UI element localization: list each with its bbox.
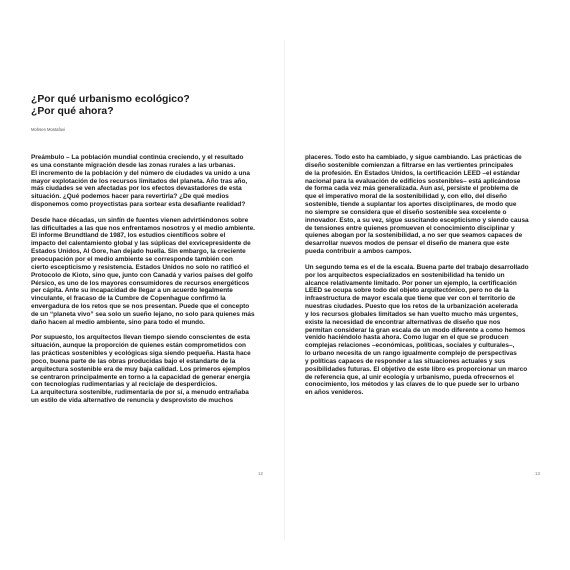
page-number: 12	[258, 471, 263, 476]
text-line: sostenible, tiende a suplantar los aportes disciplinares, de modo que	[305, 201, 517, 209]
body-paragraph	[31, 154, 281, 209]
text-line: no siempre se considera que el diseño sostenible sea excelente o	[305, 208, 507, 216]
text-line: nuestras ciudades. Puesto que los retos de la urbanización acelerada	[305, 303, 518, 311]
text-line: las dificultades a las que nos enfrentamos nosotros y el medio ambiente.	[31, 224, 255, 232]
text-line: disponemos como proyectistas para sortear esta desafiante realidad?	[31, 201, 246, 209]
text-line: con tecnologías rudimentarias y al reciclaje de desperdicios.	[31, 381, 218, 389]
text-line: que el imperativo moral de la sostenibilidad y, con ello, del diseño	[305, 193, 507, 201]
author-name: Mohsen Mostafavi	[31, 126, 65, 132]
text-line: pueda contribuir a ambos campos.	[305, 248, 412, 256]
body-paragraph	[31, 217, 281, 327]
text-line: placeres. Todo esto ha cambiado, y sigue cambiando. Las prácticas de	[305, 154, 522, 161]
text-line: cierto escepticismo y resistencia. Estados Unidos no solo no ratificó el	[31, 263, 249, 271]
body-paragraph	[305, 264, 555, 397]
text-line: infraestructura de mayor escala que tiene que ver con el territorio de	[305, 295, 516, 303]
text-line: alcance relativamente limitado. Por poner un ejemplo, la certificación	[305, 279, 517, 287]
text-line: LEED se ocupa sobre todo del objeto arquitectónico, pero no de la	[305, 287, 509, 295]
text-line: conocimiento, los métodos y las claves de lo que puede ser lo urbano	[305, 381, 520, 389]
text-line: más ciudades se ven afectadas por los efectos devastadores de esta	[31, 185, 242, 193]
text-line: per cápita. Ante su incapacidad de llegar a un acuerdo legalmente	[31, 287, 233, 295]
text-line: y los recursos globales limitados se han vuelto mucho más urgentes,	[305, 310, 518, 318]
chapter-title	[31, 94, 261, 119]
text-line: poco, buena parte de las obras producidas bajo el estandarte de la	[31, 357, 236, 365]
text-line: preocupación por el medio ambiente se corresponde también con	[31, 255, 233, 263]
text-line: complejas relaciones –económicas, políticas, sociales y culturales–,	[305, 342, 515, 350]
text-line: de tensiones entre quienes promueven el conocimiento disciplinar y	[305, 224, 515, 232]
text-line: quienes abogan por la sostenibilidad, a no ser que seamos capaces de	[305, 232, 523, 240]
text-line: de forma cada vez más generalizada. Aun así, persiste el problema de	[305, 185, 519, 193]
right-page	[285, 0, 570, 570]
text-line: es una constante migración desde las zonas rurales a las urbanas.	[31, 161, 236, 169]
text-line: La arquitectura sostenible, rudimentaria de por sí, a menudo entrañaba	[31, 389, 249, 397]
text-line: innovador. Esto, a su vez, sigue suscitando escepticismo y siendo causa	[305, 216, 529, 224]
text-line: de referencia que, al unir ecología y urbanismo, pueda ofrecernos el	[305, 373, 514, 381]
text-line: mayor explotación de los recursos limitados del planeta. Año tras año,	[31, 177, 248, 185]
text-line: daño hacen al medio ambiente, sino para todo el mundo.	[31, 318, 205, 326]
text-line: Protocolo de Kioto, sino que, junto con Canadá y varios países del golfo	[31, 271, 253, 279]
text-line: de un “planeta vivo” sea solo un sueño lejano, no solo para quienes más	[31, 310, 255, 318]
text-line: de la profesión. En Estados Unidos, la certificación LEED –el estándar	[305, 169, 520, 177]
text-line: El incremento de la población y del número de ciudades va unido a una	[31, 169, 250, 177]
body-paragraph	[31, 334, 281, 405]
text-line: impacto del calentamiento global y las súplicas del exvicepresidente de	[31, 240, 251, 248]
text-line: nacional para la evaluación de edificios sostenibles– está aplicándose	[305, 177, 521, 185]
text-line: desarrollar nuevos modos de pensar el diseño de manera que este	[305, 240, 510, 248]
left-page	[0, 0, 284, 570]
text-line: lo urbano necesita de un rango igualmente complejo de perspectivas	[305, 350, 517, 358]
text-line: permitan considerar la gran escala de un modo diferente a como hemos	[305, 326, 526, 334]
page-number: 13	[535, 471, 540, 476]
text-line: vinculante, el fracaso de la Cumbre de Copenhague confirmó la	[31, 295, 226, 303]
text-line: las prácticas sostenibles y ecológicas siga siendo pequeña. Hasta hace	[31, 350, 251, 358]
text-line: El informe Brundtland de 1987, los estudios científicos sobre el	[31, 232, 226, 240]
left-text-column	[31, 154, 281, 405]
text-line: situación. ¿Qué podemos hacer para revertirla? ¿De qué medios	[31, 193, 229, 201]
text-line: un estilo de vida alternativo de renuncia y desprovisto de muchos	[31, 397, 234, 405]
text-line: Estados Unidos, Al Gore, han dejado huella. Sin embargo, la creciente	[31, 248, 246, 256]
text-line: y políticas capaces de responder a las situaciones actuales y sus	[305, 357, 506, 365]
right-text-column	[305, 154, 555, 397]
text-line: se centraron principalmente en torno a la capacidad de generar energía	[31, 373, 250, 381]
title-line: ¿Por qué ahora?	[31, 106, 114, 118]
text-line: Desde hace décadas, un sinfín de fuentes vienen advirtiéndonos sobre	[31, 216, 249, 224]
title-line: ¿Por qué urbanismo ecológico?	[31, 94, 190, 105]
text-line: situación, aunque la proporción de quienes están comprometidos con	[31, 342, 246, 350]
text-line: envergadura de los retos que se nos presentan. Puede que el concepto	[31, 303, 250, 311]
text-line: existe la necesidad de encontrar alternativas de diseño que nos	[305, 318, 501, 326]
text-line: Pérsico, es uno de los mayores consumidores de recursos energéticos	[31, 279, 250, 287]
text-line: Un segundo tema es el de la escala. Buena parte del trabajo desarrollado	[305, 263, 529, 271]
text-line: arquitectura sostenible era de muy baja calidad. Los primeros ejemplos	[31, 365, 251, 373]
text-line: Por supuesto, los arquitectos llevan tiempo siendo conscientes de esta	[31, 334, 250, 342]
text-line: diseño sostenible comienzan a filtrarse en las vertientes principales	[305, 161, 514, 169]
text-line: venido haciéndolo hasta ahora. Como lugar en el que se producen	[305, 334, 509, 342]
body-paragraph	[305, 154, 555, 256]
text-line: posibilidades futuras. El objetivo de este libro es proporcionar un marco	[305, 365, 528, 373]
text-line: por los arquitectos especializados en sostenibilidad ha tenido un	[305, 271, 505, 279]
text-line: Preámbulo – La población mundial continúa creciendo, y el resultado	[31, 154, 244, 161]
text-line: en años venideros.	[305, 389, 364, 397]
